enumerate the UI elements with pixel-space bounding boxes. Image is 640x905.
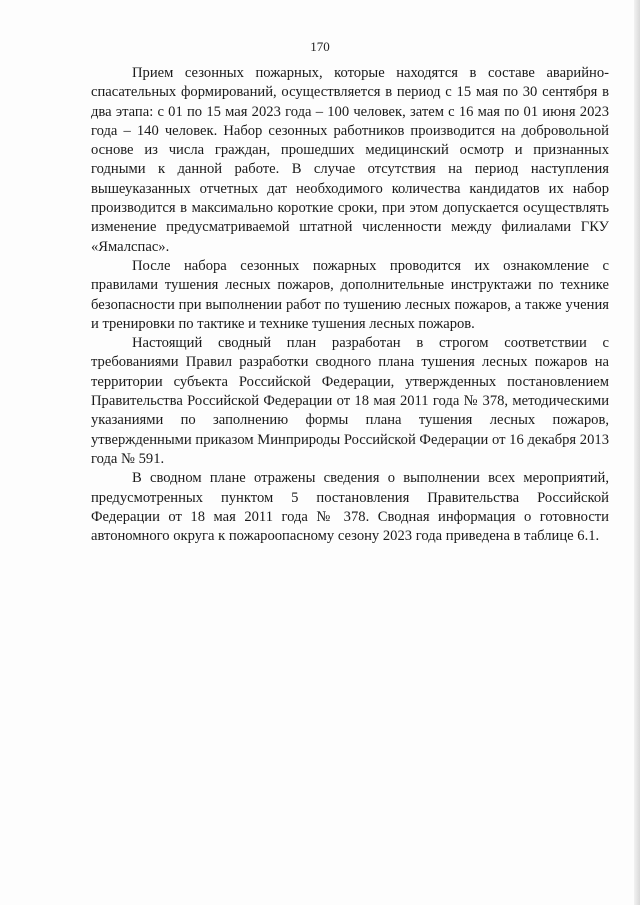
paragraph-training: После набора сезонных пожарных проводится их ознакомление с правилами тушения лесных пожаров, дополнительные инструктажи по технике безопасности при выполнении работ по тушению лесных пожаров, а также учения и тренировки по тактике и технике тушения лесных пожаров. xyxy=(91,257,609,332)
page-number: 170 xyxy=(310,39,330,54)
paragraph-seasonal-firefighters: Прием сезонных пожарных, которые находятся в составе аварийно-спасательных формирований, осуществляется в период с 15 мая по 30 сентября в два этапа: с 01 по 15 мая 2023 года – 100 человек, затем с 16 мая по 01 июня 2023 года – 140 человек. Набор сезонных работников производится на добровольной основе из числа граждан, прошедших медицинский осмотр и признанных годными к данной работе. В случае отсутствия на период наступления вышеуказанных отчетных дат необходимого количества кандидатов их набор производится в максимально короткие сроки, при этом допускается осуществлять изменение предусматриваемой штатной численности между филиалами ГКУ «Ямалспас». xyxy=(91,65,609,255)
paragraph-plan-compliance: Настоящий сводный план разработан в строгом соответствии с требованиями Правил разработки сводного плана тушения лесных пожаров на территории субъекта Российской Федерации, утвержденных постановлением Правительства Российской Федерации от 18 мая 2011 года № 378, методическими указаниями по заполнению формы плана тушения лесных пожаров, утвержденными приказом Минприроды Российской Федерации от 16 декабря 2013 года № 591. xyxy=(91,335,609,467)
paragraph-plan-summary: В сводном плане отражены сведения о выполнении всех мероприятий, предусмотренных пунктом 5 постановления Правительства Российской Федерации от 18 мая 2011 года № 378. Сводная информация о готовности автономного округа к пожароопасному сезону 2023 года приведена в таблице 6.1. xyxy=(91,470,609,545)
document-body xyxy=(91,64,609,546)
page-edge-shadow xyxy=(634,0,640,905)
